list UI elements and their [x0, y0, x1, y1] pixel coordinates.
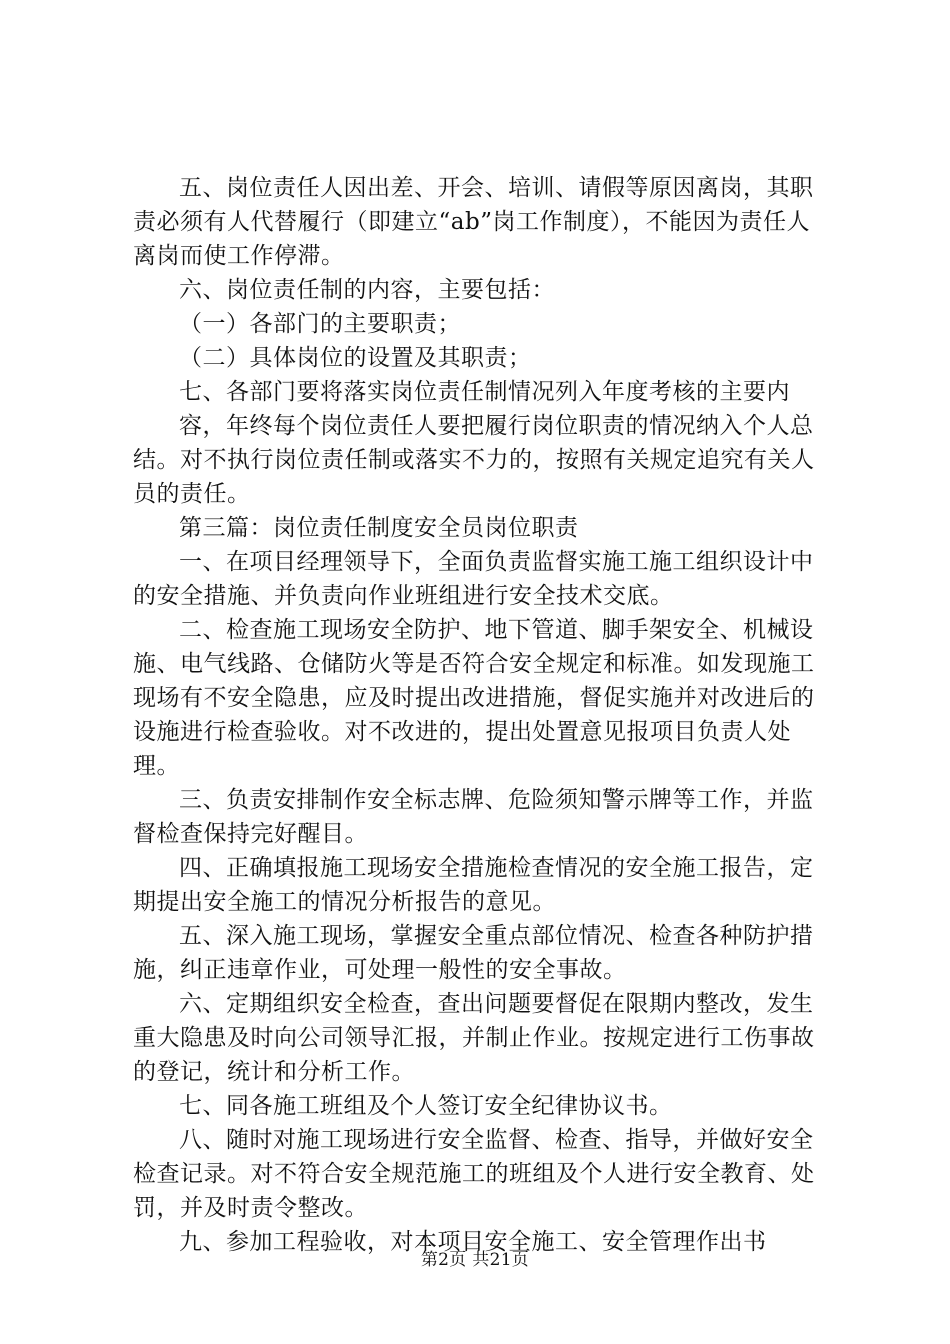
paragraph: 四、正确填报施工现场安全措施检查情况的安全施工报告，定期提出安全施工的情况分析报告的意见。: [133, 855, 814, 915]
paragraph: （二）具体岗位的设置及其职责；: [179, 345, 532, 371]
paragraph: 一、在项目经理领导下，全面负责监督实施工施工组织设计中的安全措施、并负责向作业班组进行安全技术交底。: [133, 549, 814, 609]
paragraph: 五、深入施工现场，掌握安全重点部位情况、检查各种防护措施，纠正违章作业，可处理一般性的安全事故。: [133, 923, 814, 983]
paragraph: （一）各部门的主要职责；: [179, 311, 461, 337]
paragraph: 二、检查施工现场安全防护、地下管道、脚手架安全、机械设施、电气线路、仓储防火等是否符合安全规定和标准。如发现施工现场有不安全隐患，应及时提出改进措施，督促实施并对改进后的设施进行检查验收。对不改进的，提出处置意见报项目负责人处理。: [133, 617, 815, 779]
paragraph: 容，年终每个岗位责任人要把履行岗位职责的情况纳入个人总结。对不执行岗位责任制或落实不力的，按照有关规定追究有关人员的责任。: [133, 413, 815, 507]
paragraph: 七、同各施工班组及个人签订安全纪律协议书。: [179, 1093, 673, 1119]
paragraph: 三、负责安排制作安全标志牌、危险须知警示牌等工作，并监督检查保持完好醒目。: [133, 787, 814, 847]
paragraph: 七、各部门要将落实岗位责任制情况列入年度考核的主要内: [179, 379, 790, 405]
section-heading: 第三篇：岗位责任制度安全员岗位职责: [179, 515, 579, 541]
paragraph: 六、定期组织安全检查，查出问题要督促在限期内整改，发生重大隐患及时向公司领导汇报，并制止作业。按规定进行工伤事故的登记，统计和分析工作。: [133, 991, 815, 1085]
paragraph: 五、岗位责任人因出差、开会、培训、请假等原因离岗，其职责必须有人代替履行（即建立“ab”岗工作制度），不能因为责任人离岗而使工作停滞。: [133, 175, 814, 269]
paragraph: 九、参加工程验收，对本项目安全施工、安全管理作出书: [179, 1229, 767, 1255]
paragraph: 六、岗位责任制的内容，主要包括：: [179, 277, 555, 303]
page-footer: 第2页 共21页: [420, 1250, 530, 1270]
document-body: [133, 171, 833, 1259]
paragraph: 八、随时对施工现场进行安全监督、检查、指导，并做好安全检查记录。对不符合安全规范施工的班组及个人进行安全教育、处罚，并及时责令整改。: [133, 1127, 815, 1221]
